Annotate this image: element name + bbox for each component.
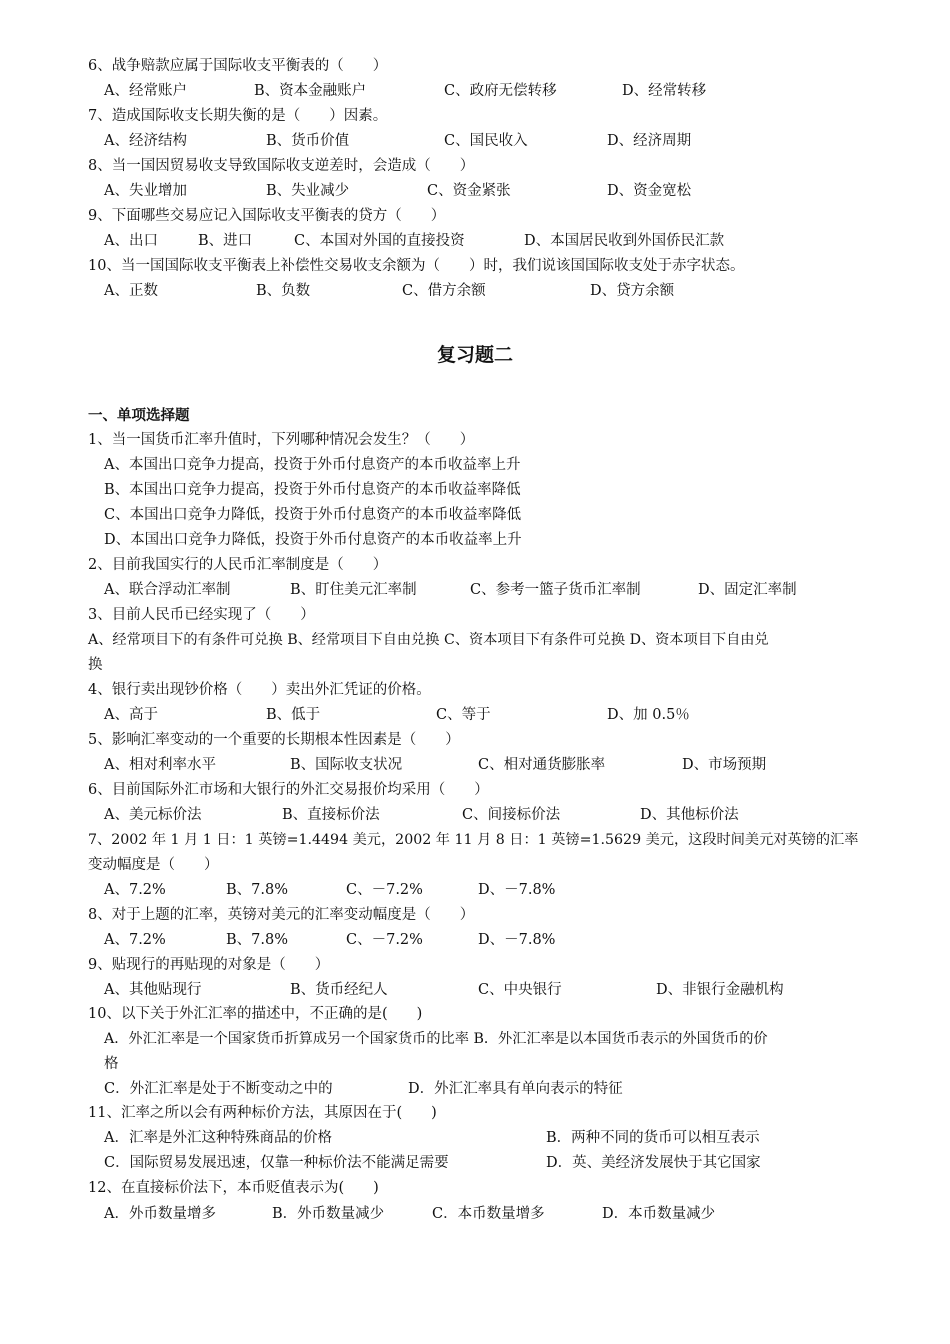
question-stem: 8、对于上题的汇率，英镑对美元的汇率变动幅度是（ ） <box>88 907 475 923</box>
option: D、固定汇率制 <box>698 582 797 598</box>
option: C．国际贸易发展迅速，仅靠一种标价法不能满足需要 <box>104 1155 449 1171</box>
option: A、经济结构 <box>104 133 187 149</box>
option: C、－7.2% <box>346 882 423 898</box>
option: B、货币经纪人 <box>290 982 388 998</box>
option: D．外汇汇率具有单向表示的特征 <box>408 1081 623 1097</box>
option: D．英、美经济发展快于其它国家 <box>546 1155 761 1171</box>
option: A．外汇汇率是一个国家货币折算成另一个国家货币的比率 B．外汇汇率是以本国货币表示的外国货币的价 <box>104 1031 768 1047</box>
option: D、加 0.5％ <box>607 707 690 723</box>
question-stem: 7、造成国际收支长期失衡的是（ ）因素。 <box>88 108 388 124</box>
option: D、资金宽松 <box>607 183 692 199</box>
question-stem: 3、目前人民币已经实现了（ ） <box>88 607 315 623</box>
option: D、本国居民收到外国侨民汇款 <box>524 233 725 249</box>
option: A、7.2% <box>104 882 166 898</box>
option: C、中央银行 <box>478 982 562 998</box>
option: B、进口 <box>198 233 253 249</box>
option: B、7.8% <box>226 882 288 898</box>
question-stem: 6、目前国际外汇市场和大银行的外汇交易报价均采用（ ） <box>88 782 489 798</box>
question-stem: 6、战争赔款应属于国际收支平衡表的（ ） <box>88 58 388 74</box>
option: B、本国出口竞争力提高，投资于外币付息资产的本币收益率降低 <box>104 482 521 498</box>
option: B、负数 <box>256 283 311 299</box>
question-stem: 9、下面哪些交易应记入国际收支平衡表的贷方（ ） <box>88 208 446 224</box>
option: C、借方余额 <box>402 283 486 299</box>
option: A．汇率是外汇这种特殊商品的价格 <box>104 1130 332 1146</box>
option: B．外币数量减少 <box>272 1206 385 1222</box>
question-stem: 8、当一国因贸易收支导致国际收支逆差时，会造成（ ） <box>88 158 475 174</box>
question-stem: 1、当一国货币汇率升值时，下列哪种情况会发生？（ ） <box>88 432 475 448</box>
option: C．本币数量增多 <box>432 1206 545 1222</box>
option: D．本币数量减少 <box>602 1206 716 1222</box>
question-stem: 9、贴现行的再贴现的对象是（ ） <box>88 957 330 973</box>
option: D、经常转移 <box>622 83 707 99</box>
option: D、－7.8% <box>478 932 556 948</box>
option: B、直接标价法 <box>282 807 380 823</box>
option: B、国际收支状况 <box>290 757 403 773</box>
option: A、失业增加 <box>104 183 187 199</box>
option: A、联合浮动汇率制 <box>104 582 231 598</box>
option: A、出口 <box>104 233 158 249</box>
option: C．外汇汇率是处于不断变动之中的 <box>104 1081 333 1097</box>
option: B、低于 <box>266 707 321 723</box>
option: C、－7.2% <box>346 932 423 948</box>
option: B、7.8% <box>226 932 288 948</box>
question-stem: 2、目前我国实行的人民币汇率制度是（ ） <box>88 557 388 573</box>
question-stem: 5、影响汇率变动的一个重要的长期根本性因素是（ ） <box>88 732 460 748</box>
option: 换 <box>88 657 103 673</box>
page-title: 复习题二 <box>436 344 513 366</box>
option: D、本国出口竞争力降低，投资于外币付息资产的本币收益率上升 <box>104 532 522 548</box>
option: C、政府无偿转移 <box>444 83 557 99</box>
option: A、经常项目下的有条件可兑换 B、经常项目下自由兑换 C、资本项目下有条件可兑换 D、资本项目下自由兑 <box>88 632 769 648</box>
option: A、经常账户 <box>104 83 187 99</box>
option: D、经济周期 <box>607 133 692 149</box>
option: D、非银行金融机构 <box>656 982 784 998</box>
option: B、盯住美元汇率制 <box>290 582 417 598</box>
option: A、美元标价法 <box>104 807 202 823</box>
option: C、参考一篮子货币汇率制 <box>470 582 641 598</box>
option: C、本国对外国的直接投资 <box>294 233 465 249</box>
option: B、货币价值 <box>266 133 350 149</box>
section-heading: 一、单项选择题 <box>88 407 190 424</box>
option: C、本国出口竞争力降低，投资于外币付息资产的本币收益率降低 <box>104 507 522 523</box>
option: C、资金紧张 <box>427 183 511 199</box>
option: B．两种不同的货币可以相互表示 <box>546 1130 760 1146</box>
question-stem: 变动幅度是（ ） <box>88 857 219 873</box>
question-stem: 4、银行卖出现钞价格（ ）卖出外汇凭证的价格。 <box>88 682 431 698</box>
option: C、间接标价法 <box>462 807 561 823</box>
option: A、其他贴现行 <box>104 982 202 998</box>
question-stem: 10、以下关于外汇汇率的描述中，不正确的是( ) <box>88 1006 423 1022</box>
option: 格 <box>104 1056 119 1072</box>
question-stem: 7、2002 年 1 月 1 日：1 英镑=1.4494 美元，2002 年 11 月 8 日：1 英镑=1.5629 美元，这段时间美元对英镑的汇率 <box>88 832 859 848</box>
option: D、贷方余额 <box>590 283 675 299</box>
option: A、7.2% <box>104 932 166 948</box>
option: A．外币数量增多 <box>104 1206 216 1222</box>
option: A、本国出口竞争力提高，投资于外币付息资产的本币收益率上升 <box>104 457 521 473</box>
question-stem: 10、当一国国际收支平衡表上补偿性交易收支余额为（ ）时，我们说该国国际收支处于赤字状态。 <box>88 258 745 274</box>
option: B、失业减少 <box>266 183 350 199</box>
option: D、其他标价法 <box>640 807 739 823</box>
option: A、相对利率水平 <box>104 757 216 773</box>
option: B、资本金融账户 <box>254 83 367 99</box>
option: A、高于 <box>104 707 158 723</box>
question-stem: 11、汇率之所以会有两种标价方法，其原因在于( ) <box>88 1105 437 1121</box>
option: C、等于 <box>436 707 491 723</box>
option: D、－7.8% <box>478 882 556 898</box>
option: C、国民收入 <box>444 133 528 149</box>
option: C、相对通货膨胀率 <box>478 757 606 773</box>
option: D、市场预期 <box>682 757 767 773</box>
question-stem: 12、在直接标价法下，本币贬值表示为( ) <box>88 1180 379 1196</box>
option: A、正数 <box>104 283 158 299</box>
